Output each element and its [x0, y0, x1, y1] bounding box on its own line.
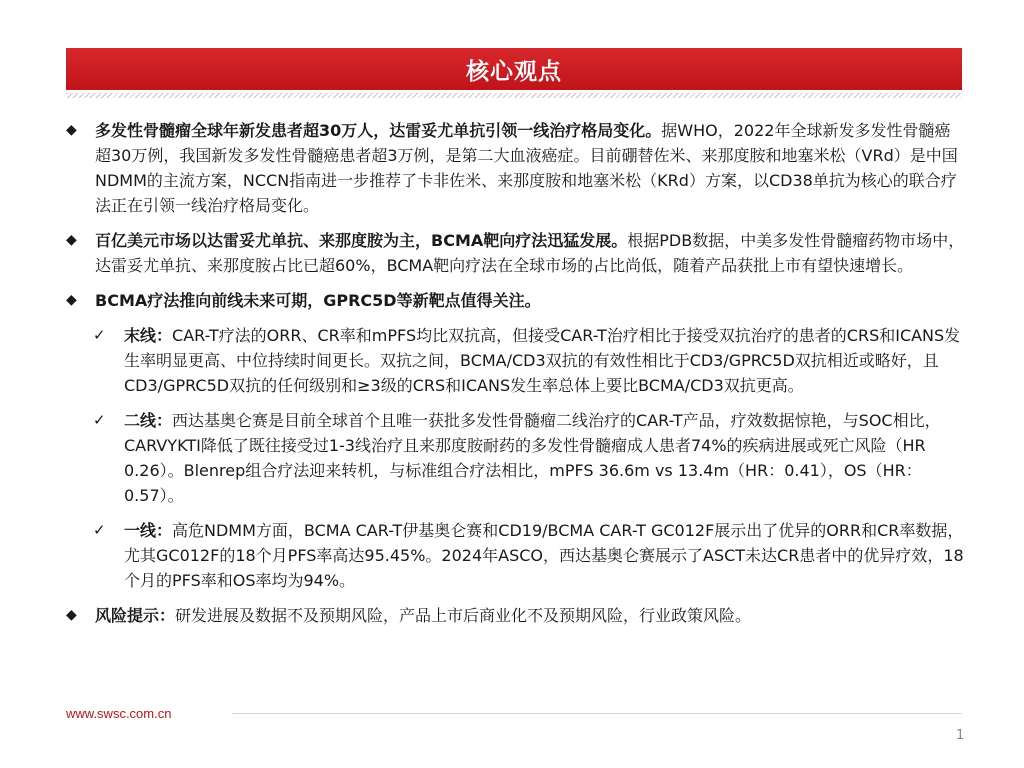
bullet-heading: 多发性骨髓瘤全球年新发患者超30万人，达雷妥尤单抗引领一线治疗格局变化。	[95, 121, 662, 140]
sub-bullet-heading: 二线：	[124, 411, 173, 430]
sub-bullet-item	[66, 323, 966, 398]
page-title: 核心观点	[466, 58, 562, 85]
sub-bullet-item	[66, 408, 966, 508]
bullet-text: 据WHO，2022年全球新发多发性骨髓癌超30万例，我国新发多发性骨髓癌患者超3万例，是第二大血液癌症。目前硼替佐米、来那度胺和地塞米松（VRd）是中国NDMM的主流方案，NCCN指南进一步推荐了卡非佐米、来那度胺和地塞米松（KRd）方案，以CD38单抗为核心的联合疗法正在引领一线治疗格局变化。	[95, 121, 958, 215]
title-divider-stripe	[66, 93, 962, 98]
bullet-text: 根据PDB数据，中美多发性骨髓瘤药物市场中，达雷妥尤单抗、来那度胺占比已超60%，BCMA靶向疗法在全球市场的占比尚低，随着产品获批上市有望快速增长。	[95, 231, 965, 275]
diamond-bullet-icon: ◆	[66, 292, 77, 308]
risk-bullet	[66, 603, 966, 628]
footer-divider	[232, 713, 962, 714]
sub-bullet-heading: 一线：	[124, 521, 173, 540]
checkmark-icon: ✓	[93, 521, 106, 539]
bullet-item	[66, 288, 966, 313]
page-number: 1	[956, 728, 965, 743]
diamond-bullet-icon: ◆	[66, 607, 77, 623]
checkmark-icon: ✓	[93, 411, 106, 429]
sub-bullet-heading: 末线：	[124, 326, 173, 345]
bullet-heading: 百亿美元市场以达雷妥尤单抗、来那度胺为主，BCMA靶向疗法迅猛发展。	[95, 231, 628, 250]
sub-bullet-text: 西达基奥仑赛是目前全球首个且唯一获批多发性骨髓瘤二线治疗的CAR-T产品，疗效数据惊艳，与SOC相比，CARVYKTI降低了既往接受过1-3线治疗且来那度胺耐药的多发性骨髓瘤成人患者74%的疾病进展或死亡风险（HR 0.26）。Blenrep组合疗法迎来转机，与标准组合疗法相比，mPFS 36.6m vs 13.4m（HR：0.41），OS（HR：0.57）。	[124, 411, 941, 505]
sub-bullet-text: 高危NDMM方面，BCMA CAR-T伊基奥仑赛和CD19/BCMA CAR-T GC012F展示出了优异的ORR和CR率数据，尤其GC012F的18个月PFS率高达95.45%。2024年ASCO，西达基奥仑赛展示了ASCT未达CR患者中的优异疗效，18个月的PFS率和OS率均为94%。	[124, 521, 964, 590]
diamond-bullet-icon: ◆	[66, 232, 77, 248]
risk-heading: 风险提示：	[95, 606, 176, 625]
title-banner	[66, 48, 962, 90]
footer-website-link[interactable]: www.swsc.com.cn	[66, 706, 172, 721]
risk-text: 研发进展及数据不及预期风险，产品上市后商业化不及预期风险，行业政策风险。	[175, 606, 752, 625]
bullet-heading: BCMA疗法推向前线未来可期，GPRC5D等新靶点值得关注。	[95, 291, 541, 310]
bullet-item	[66, 228, 966, 278]
checkmark-icon: ✓	[93, 326, 106, 344]
key-points-content	[66, 118, 966, 638]
sub-bullet-text: CAR-T疗法的ORR、CR率和mPFS均比双抗高，但接受CAR-T治疗相比于接受双抗治疗的患者的CRS和ICANS发生率明显更高、中位持续时间更长。双抗之间，BCMA/CD3双抗的有效性相比于CD3/GPRC5D双抗相近或略好，且CD3/GPRC5D双抗的任何级别和≥3级的CRS和ICANS发生率总体上要比BCMA/CD3双抗更高。	[124, 326, 961, 395]
diamond-bullet-icon: ◆	[66, 122, 77, 138]
bullet-item	[66, 118, 966, 218]
sub-bullet-item	[66, 518, 966, 593]
